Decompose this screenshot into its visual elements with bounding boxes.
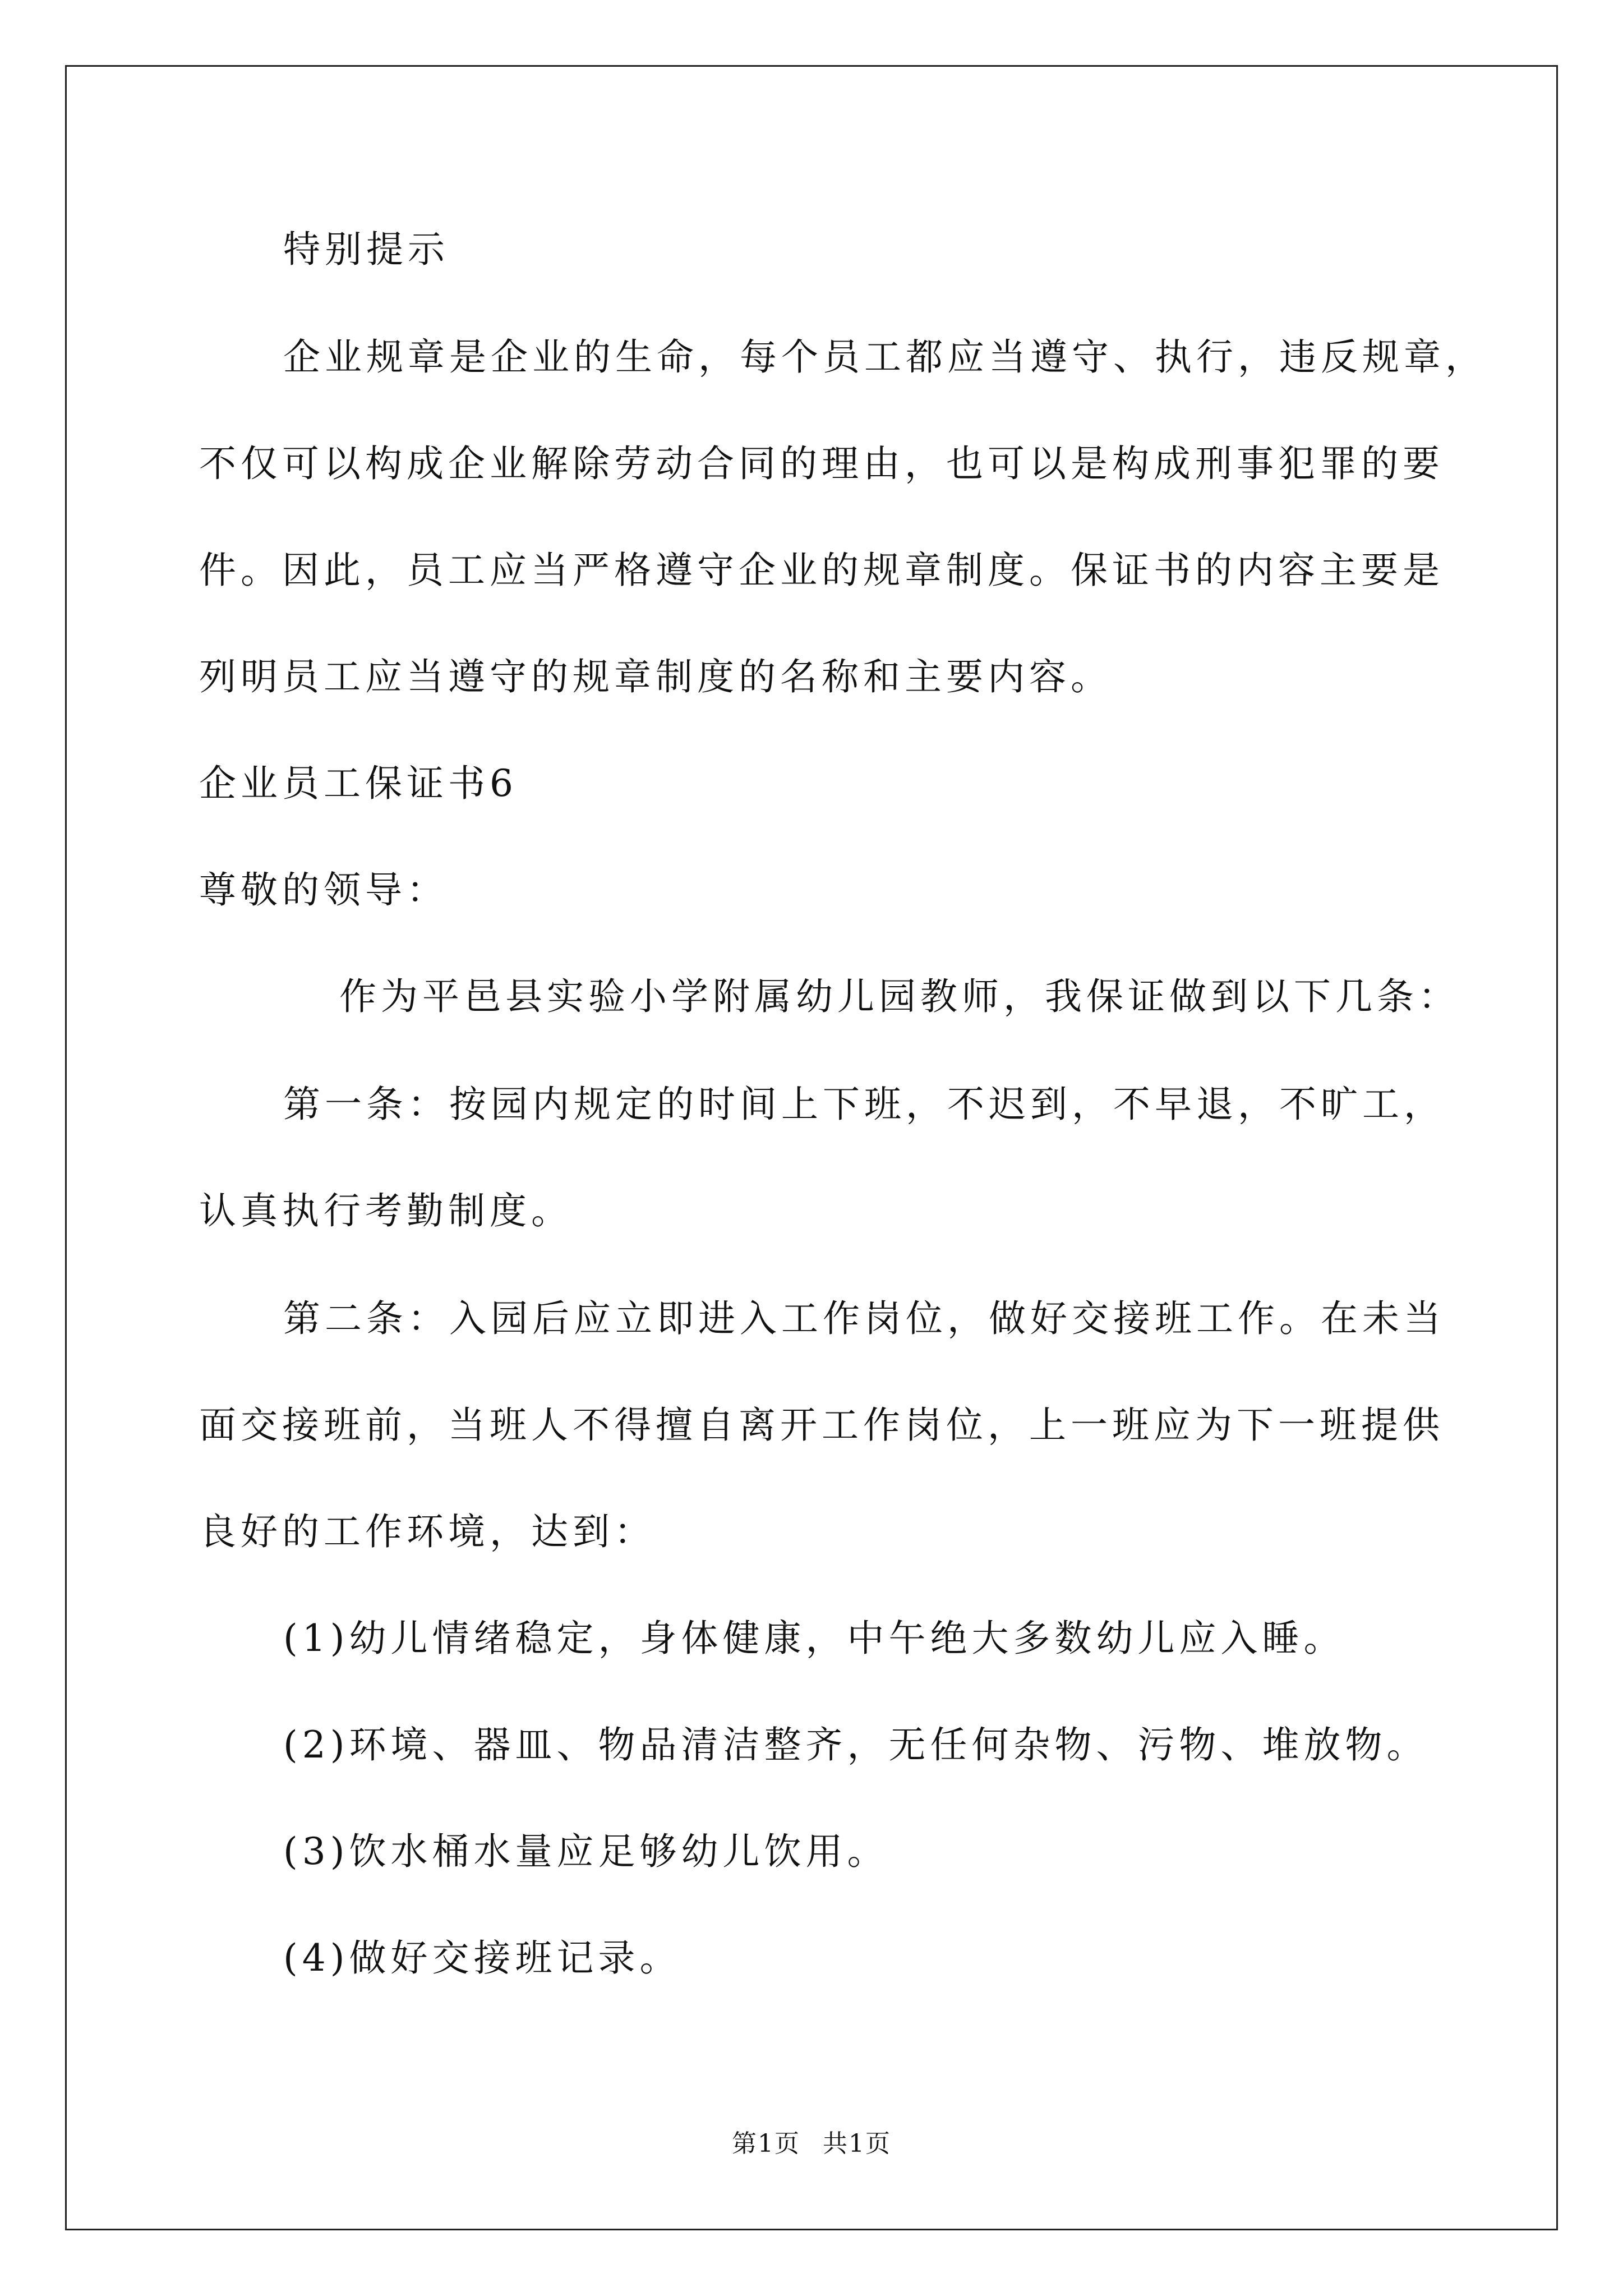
article-two-line-3: 良好的工作环境，达到： <box>199 1510 656 1553</box>
salutation: 尊敬的领导： <box>199 868 448 912</box>
section-title: 企业员工保证书6 <box>199 762 518 805</box>
page-number-current: 第1页 <box>732 2129 800 2158</box>
page-border <box>65 65 1558 2230</box>
list-item-3: (3)饮水桶水量应足够幼儿饮用。 <box>283 1830 889 1873</box>
article-two-line-2: 面交接班前，当班人不得擅自离开工作岗位，上一班应为下一班提供 <box>199 1404 1444 1447</box>
page-number-total: 共1页 <box>823 2129 891 2158</box>
list-item-4: (4)做好交接班记录。 <box>283 1936 681 1980</box>
notice-line-2: 不仅可以构成企业解除劳动合同的理由，也可以是构成刑事犯罪的要 <box>199 442 1444 485</box>
article-one-line-1: 第一条：按园内规定的时间上下班，不迟到，不早退，不旷工， <box>283 1083 1445 1126</box>
notice-line-3: 件。因此，员工应当严格遵守企业的规章制度。保证书的内容主要是 <box>199 549 1444 592</box>
list-item-1: (1)幼儿情绪稳定，身体健康，中午绝大多数幼儿应入睡。 <box>283 1617 1345 1660</box>
list-item-2: (2)环境、器皿、物品清洁整齐，无任何杂物、污物、堆放物。 <box>283 1723 1428 1766</box>
article-two-line-1: 第二条：入园后应立即进入工作岗位，做好交接班工作。在未当 <box>283 1297 1445 1340</box>
notice-line-4: 列明员工应当遵守的规章制度的名称和主要内容。 <box>199 655 1112 698</box>
article-one-line-2: 认真执行考勤制度。 <box>199 1189 573 1232</box>
intro-line: 作为平邑县实验小学附属幼儿园教师，我保证做到以下几条： <box>339 975 1460 1018</box>
notice-heading: 特别提示 <box>283 228 449 271</box>
notice-line-1: 企业规章是企业的生命，每个员工都应当遵守、执行，违反规章， <box>283 335 1487 379</box>
page-footer <box>0 2129 1623 2159</box>
